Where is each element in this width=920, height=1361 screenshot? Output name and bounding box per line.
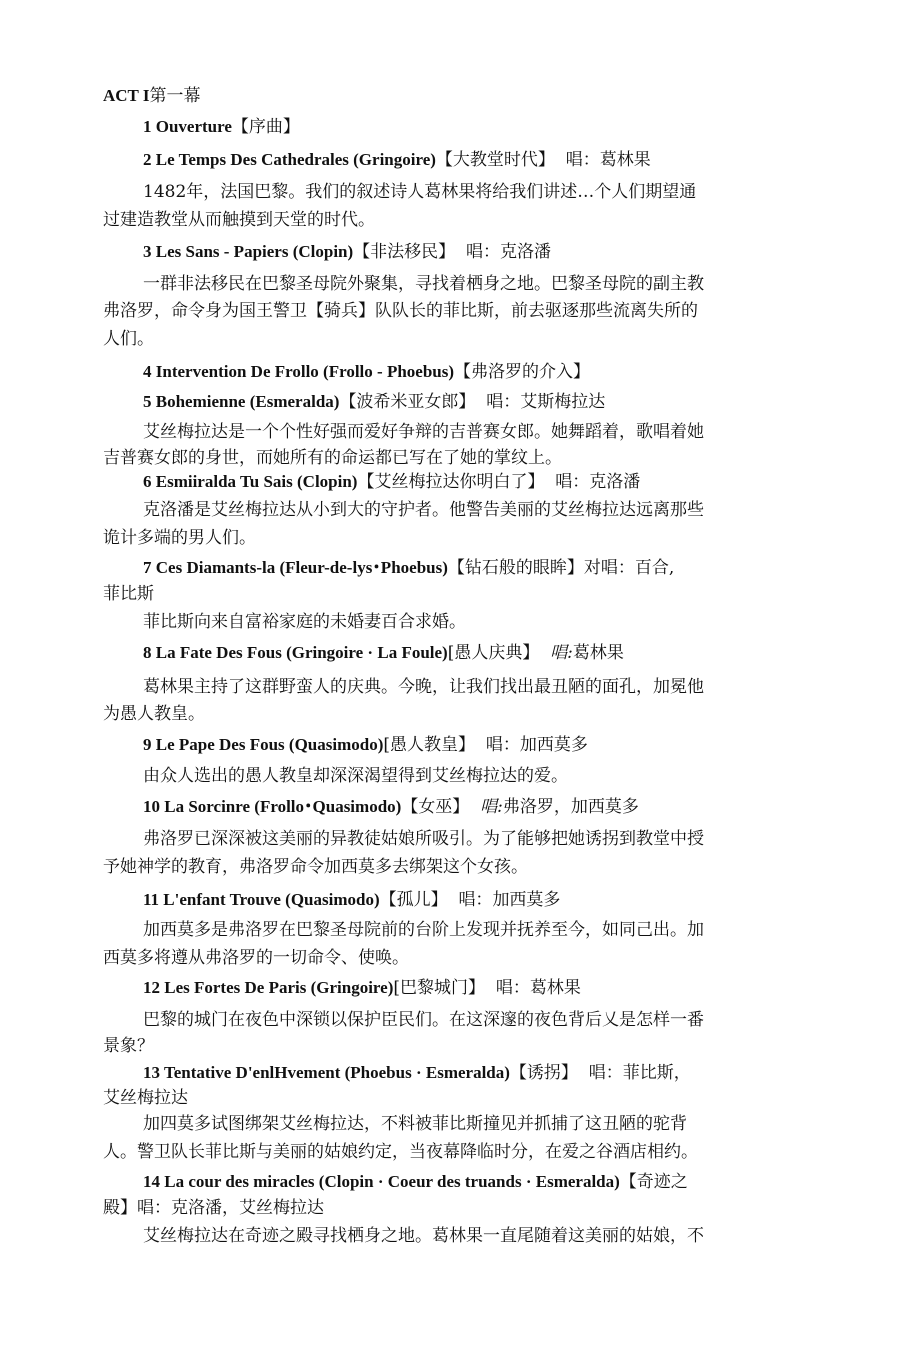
song-description: 加四莫多试图绑架艾丝梅拉达，不料被菲比斯撞见并抓捕了这丑陋的驼背: [143, 1114, 687, 1134]
song-description: 1482年，法国巴黎。我们的叙述诗人葛林果将给我们讲述…个人们期望通: [143, 182, 697, 202]
song-description: 景象？: [103, 1036, 154, 1056]
song-description: 予她神学的教育，弗洛罗命令加西莫多去绑架这个女孩。: [103, 857, 528, 877]
song-title: 6 Esmiiralda Tu Sais (Clopin)【艾丝梅拉达你明白了】 唱：克洛潘: [143, 472, 641, 492]
song-title: 9 Le Pape Des Fous (Quasimodo)[愚人教皇】 唱：加西莫多: [143, 735, 588, 755]
song-description: 克洛潘是艾丝梅拉达从小到大的守护者。他警告美丽的艾丝梅拉达远离那些: [143, 500, 704, 520]
song-description: 菲比斯向来自富裕家庭的未婚妻百合求婚。: [143, 612, 466, 632]
song-singer-continued: 艾丝梅拉达: [103, 1088, 188, 1108]
song-title: 10 La Sorcinre (Frollo･Quasimodo)【女巫】 唱:弗洛罗，加西莫多: [143, 797, 639, 817]
song-title: 13 Tentative D'enlHvement (Phoebus · Esmeralda)【诱拐】 唱：菲比斯，: [143, 1063, 691, 1083]
song-title: 1 Ouverture【序曲】: [143, 117, 300, 137]
song-title: 2 Le Temps Des Cathedrales (Gringoire)【大教堂时代】 唱：葛林果: [143, 150, 651, 170]
song-description: 加西莫多是弗洛罗在巴黎圣母院前的台阶上发现并抚养至今，如同己出。加: [143, 920, 704, 940]
song-description: 过建造教堂从而触摸到天堂的时代。: [103, 210, 375, 230]
song-description: 诡计多端的男人们。: [103, 528, 256, 548]
act-heading: ACT I第一幕: [103, 86, 201, 106]
song-title: 7 Ces Diamants-la (Fleur-de-lys･Phoebus)【钻石般的眼眸】对唱：百合,: [143, 558, 675, 578]
song-description: 弗洛罗，命令身为国王警卫【骑兵】队队长的菲比斯，前去驱逐那些流离失所的: [103, 301, 698, 321]
song-description: 西莫多将遵从弗洛罗的一切命令、使唤。: [103, 948, 409, 968]
song-title: 4 Intervention De Frollo (Frollo - Phoebus)【弗洛罗的介入】: [143, 362, 591, 382]
song-description: 由众人选出的愚人教皇却深深渴望得到艾丝梅拉达的爱。: [143, 766, 568, 786]
song-description: 吉普赛女郎的身世，而她所有的命运都已写在了她的掌纹上。: [103, 448, 562, 468]
song-title: 11 L'enfant Trouve (Quasimodo)【孤儿】 唱：加西莫多: [143, 890, 561, 910]
song-title: 8 La Fate Des Fous (Gringoire · La Foule)[愚人庆典】 唱:葛林果: [143, 643, 624, 663]
song-title-continued: 殿】唱：克洛潘，艾丝梅拉达: [103, 1198, 324, 1218]
song-description: 弗洛罗已深深被这美丽的异教徒姑娘所吸引。为了能够把她诱拐到教堂中授: [143, 829, 704, 849]
song-description: 一群非法移民在巴黎圣母院外聚集，寻找着栖身之地。巴黎圣母院的副主教: [143, 274, 704, 294]
song-description: 艾丝梅拉达是一个个性好强而爱好争辩的吉普赛女郎。她舞蹈着，歌唱着她: [143, 422, 704, 442]
song-description: 人们。: [103, 329, 154, 349]
song-description: 葛林果主持了这群野蛮人的庆典。今晚，让我们找出最丑陋的面孔，加冕他: [143, 677, 704, 697]
song-description: 人。警卫队长菲比斯与美丽的姑娘约定，当夜幕降临时分，在爱之谷酒店相约。: [103, 1142, 698, 1162]
song-title: 3 Les Sans - Papiers (Clopin)【非法移民】 唱：克洛潘: [143, 242, 551, 262]
song-description: 为愚人教皇。: [103, 704, 205, 724]
song-singer-continued: 菲比斯: [103, 584, 154, 604]
song-title: 12 Les Fortes De Paris (Gringoire)[巴黎城门】 唱：葛林果: [143, 978, 581, 998]
song-title: 14 La cour des miracles (Clopin · Coeur des truands · Esmeralda)【奇迹之: [143, 1172, 688, 1192]
song-title: 5 Bohemienne (Esmeralda)【波希米亚女郎】 唱：艾斯梅拉达: [143, 392, 606, 412]
song-description: 艾丝梅拉达在奇迹之殿寻找栖身之地。葛林果一直尾随着这美丽的姑娘，不: [143, 1226, 704, 1246]
song-description: 巴黎的城门在夜色中深锁以保护臣民们。在这深邃的夜色背后乂是怎样一番: [143, 1010, 704, 1030]
